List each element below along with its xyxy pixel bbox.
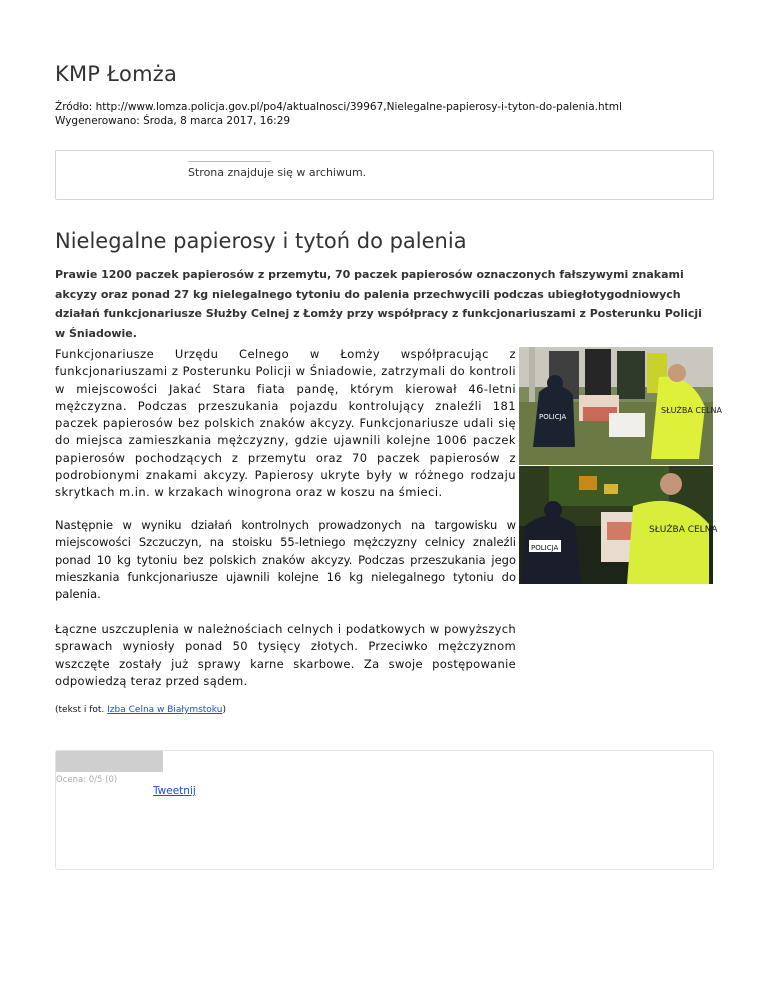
photo-inspection-vines[interactable] [519, 466, 718, 584]
credit-suffix: ) [222, 705, 226, 715]
photo-inspection-bins[interactable] [519, 347, 722, 465]
article-title: Nielegalne papierosy i tytoń do palenia [55, 229, 467, 253]
photo1-jacket-text: POLICJA [539, 413, 567, 421]
article-paragraph-2: Następnie w wyniku działań kontrolnych prowadzonych na targowisku w miejscowości Szczuczyn, na stoisku 55-letniego mężczyzny celnicy znaleźli ponad 10 kg tytoniu bez polskich znaków akcyzy. Podczas przeszukania jego mieszkania funkcjonariusze ujawnili kolejne 16 kg nielegalnego tytoniu do palenia. [55, 518, 516, 602]
site-title: KMP Łomża [55, 62, 178, 86]
archive-divider [188, 161, 271, 162]
article-paragraph-1: Funkcjonariusze Urzędu Celnego w Łomży współpracując z funkcjonariuszami z Posterunku Policji w Śniadowie, zatrzymali do kontroli w miejscowości Jakać Stara fiata pandę, którym kierował 46-letni mężczyzna. Podczas przeszukania pojazdu kontrolujący znaleźli 181 paczek papierosów bez polskich znaków akcyzy. Funkcjonariusze udali się do miejsca zamieszkania mężczyzny, gdzie ujawnili kolejne 1006 paczek papierosów pochodzących z przemytu oraz 70 paczek papierosów z podrobionymi znakami akcyzy. Papierosy ukryte były w różnego rodzaju skrytkach m.in. w krzakach winogrona oraz w koszu na śmieci. [55, 347, 516, 500]
credit-link[interactable]: Izba Celna w Białymstoku [107, 705, 223, 715]
photo1-vest-text: SŁUŻBA CELNA [661, 406, 722, 415]
credit-prefix: (tekst i fot. [55, 705, 108, 715]
article-lead: Prawie 1200 paczek papierosów z przemytu, 70 paczek papierosów oznaczonych fałszywymi znakami akcyzy oraz ponad 27 kg nielegalnego tytoniu do palenia przechwycili podczas ubiegłotygodniowych działań funkcjonariusze Służby Celnej z Łomży przy współpracy z funkcjonariuszami z Posterunku Policji w Śniadowie. [55, 268, 702, 340]
rating-stars[interactable] [56, 751, 163, 772]
generated-date: Wygenerowano: Środa, 8 marca 2017, 16:29 [55, 115, 291, 127]
source-url: Źródło: http://www.lomza.policja.gov.pl/po4/aktualnosci/39967,Nielegalne-papierosy-i-tyton-do-palenia.html [55, 101, 622, 113]
tweet-link[interactable]: Tweetnij [153, 785, 196, 797]
rating-panel [55, 750, 714, 870]
article-paragraph-3: Łączne uszczuplenia w należnościach celnych i podatkowych w powyższych sprawach wyniosły ponad 50 tysięcy złotych. Przeciwko mężczyznom wszczęte zostały już sprawy karne skarbowe. Za swoje postępowanie odpowiedzą teraz przed sądem. [55, 622, 516, 688]
rating-text: Ocena: 0/5 (0) [56, 775, 118, 785]
photo2-vest-text: SŁUŻBA CELNA [649, 525, 718, 535]
photo2-jacket-text: POLICJA [531, 544, 559, 552]
page-meta [55, 100, 622, 128]
archive-text: Strona znajduje się w archiwum. [188, 166, 367, 179]
archive-notice [55, 150, 714, 200]
article-photos [519, 347, 722, 584]
photo-credit [55, 705, 226, 715]
